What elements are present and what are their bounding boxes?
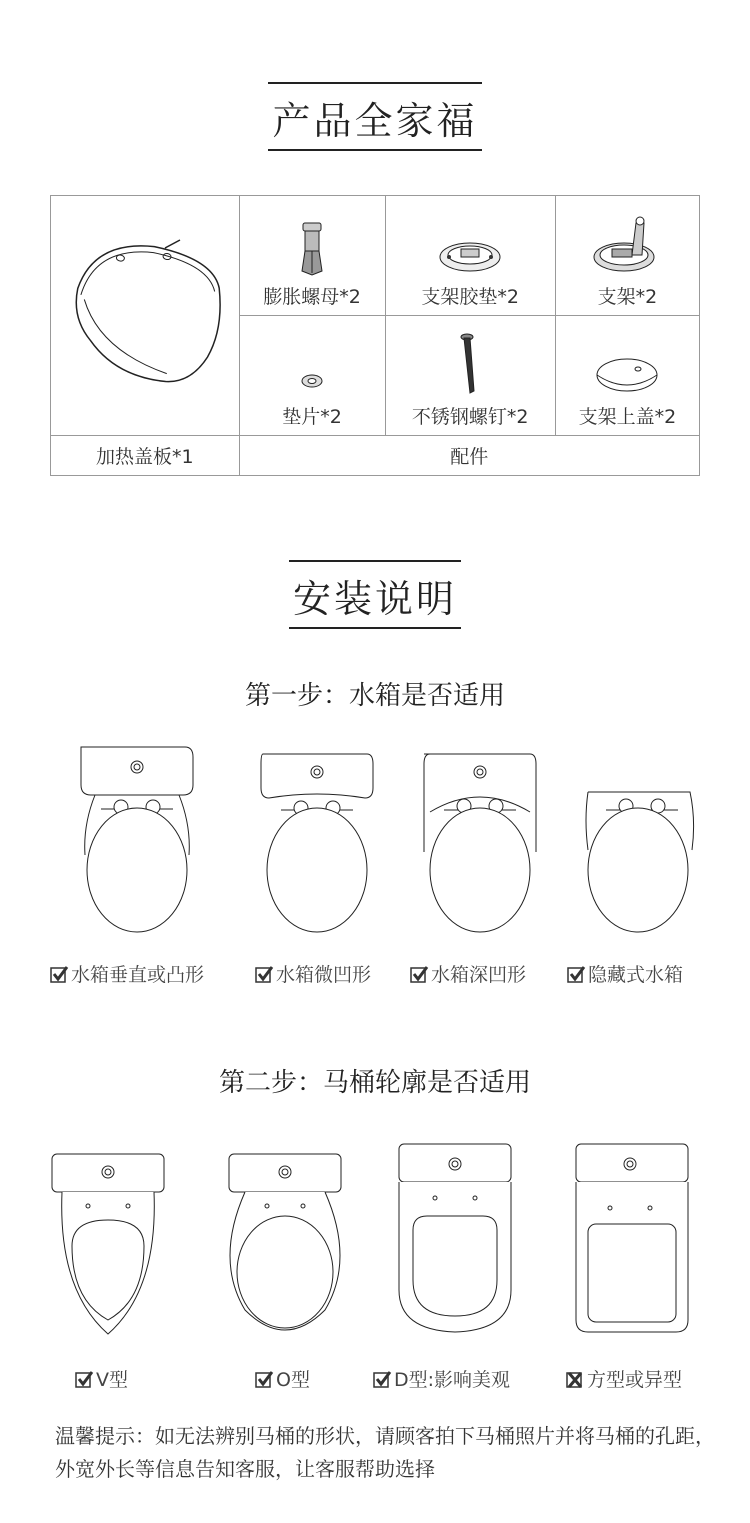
- checkbox-checked-icon: [567, 965, 585, 983]
- step2-option-3: [373, 1365, 510, 1392]
- step2-option-1: [75, 1365, 128, 1392]
- install-title-text: 安装说明: [289, 560, 461, 629]
- step1-option-label-2: 水箱微凹形: [276, 964, 372, 986]
- checkbox-crossed-icon: [566, 1370, 584, 1388]
- washer-icon: [292, 357, 332, 397]
- step2-option-label-1: V型: [96, 1369, 128, 1391]
- seat-caption-cell: [51, 436, 240, 476]
- part-label-expansion-nut: 膨胀螺母*2: [263, 286, 361, 308]
- step2-option-label-4: 方型或异型: [587, 1369, 683, 1391]
- toilet-o-shape-icon: [225, 1150, 350, 1340]
- heated-seat-cell: [51, 196, 240, 436]
- bracket-pad-icon: [435, 227, 505, 277]
- parts-table: [50, 195, 700, 476]
- part-cell-bracket-pad: [385, 196, 555, 316]
- bracket-icon: [592, 213, 662, 277]
- step1-option-label-1: 水箱垂直或凸形: [71, 964, 205, 986]
- part-cell-expansion-nut: [239, 196, 385, 316]
- part-cell-bracket: [555, 196, 699, 316]
- accessories-label: 配件: [450, 446, 489, 468]
- part-label-bracket-cover: 支架上盖*2: [578, 406, 677, 428]
- part-label-bracket: 支架*2: [597, 286, 658, 308]
- step2-option-4: [566, 1365, 682, 1392]
- seat-label: 加热盖板*1: [95, 446, 194, 468]
- accessories-caption-cell: [239, 436, 699, 476]
- tip-text: 温馨提示：如无法辨别马桶的形状，请顾客拍下马桶照片并将马桶的孔距，外宽外长等信息告知客服，让客服帮助选择: [55, 1424, 715, 1481]
- toilet-d-shape-icon: [395, 1140, 520, 1340]
- toilet-hidden-tank-icon: [580, 790, 705, 940]
- part-cell-screw: [385, 316, 555, 436]
- toilet-slight-concave-tank-icon: [255, 752, 380, 942]
- part-label-screw: 不锈钢螺钉*2: [411, 406, 529, 428]
- step1-option-2: [255, 960, 371, 987]
- step2-option-label-2: O型: [276, 1369, 310, 1391]
- checkbox-checked-icon: [75, 1370, 93, 1388]
- step1-option-3: [410, 960, 526, 987]
- checkbox-checked-icon: [373, 1370, 391, 1388]
- step2-option-2: [255, 1365, 310, 1392]
- toilet-vertical-tank-icon: [75, 745, 200, 935]
- step1-option-label-4: 隐藏式水箱: [588, 964, 684, 986]
- bracket-cover-icon: [592, 345, 662, 397]
- family-section-title: [0, 82, 750, 151]
- toilet-v-shape-icon: [50, 1150, 170, 1340]
- step2-option-label-3: D型:影响美观: [394, 1369, 511, 1391]
- checkbox-checked-icon: [410, 965, 428, 983]
- step1-option-4: [567, 960, 683, 987]
- toilet-square-shape-icon: [572, 1140, 697, 1340]
- part-cell-washer: [239, 316, 385, 436]
- family-title-text: 产品全家福: [268, 82, 481, 151]
- part-cell-bracket-cover: [555, 316, 699, 436]
- part-label-bracket-pad: 支架胶垫*2: [421, 286, 520, 308]
- heated-seat-icon: [65, 238, 225, 388]
- step1-option-label-3: 水箱深凹形: [431, 964, 527, 986]
- part-label-washer: 垫片*2: [282, 406, 342, 428]
- checkbox-checked-icon: [255, 1370, 273, 1388]
- step1-title: 第一步：水箱是否适用: [244, 681, 505, 711]
- step1-option-1: [50, 960, 204, 987]
- install-section-title: [0, 560, 750, 629]
- toilet-deep-concave-tank-icon: [418, 752, 543, 942]
- screw-icon: [455, 331, 485, 397]
- checkbox-checked-icon: [50, 965, 68, 983]
- step2-title: 第二步：马桶轮廓是否适用: [218, 1068, 531, 1098]
- checkbox-checked-icon: [255, 965, 273, 983]
- expansion-nut-icon: [292, 221, 332, 277]
